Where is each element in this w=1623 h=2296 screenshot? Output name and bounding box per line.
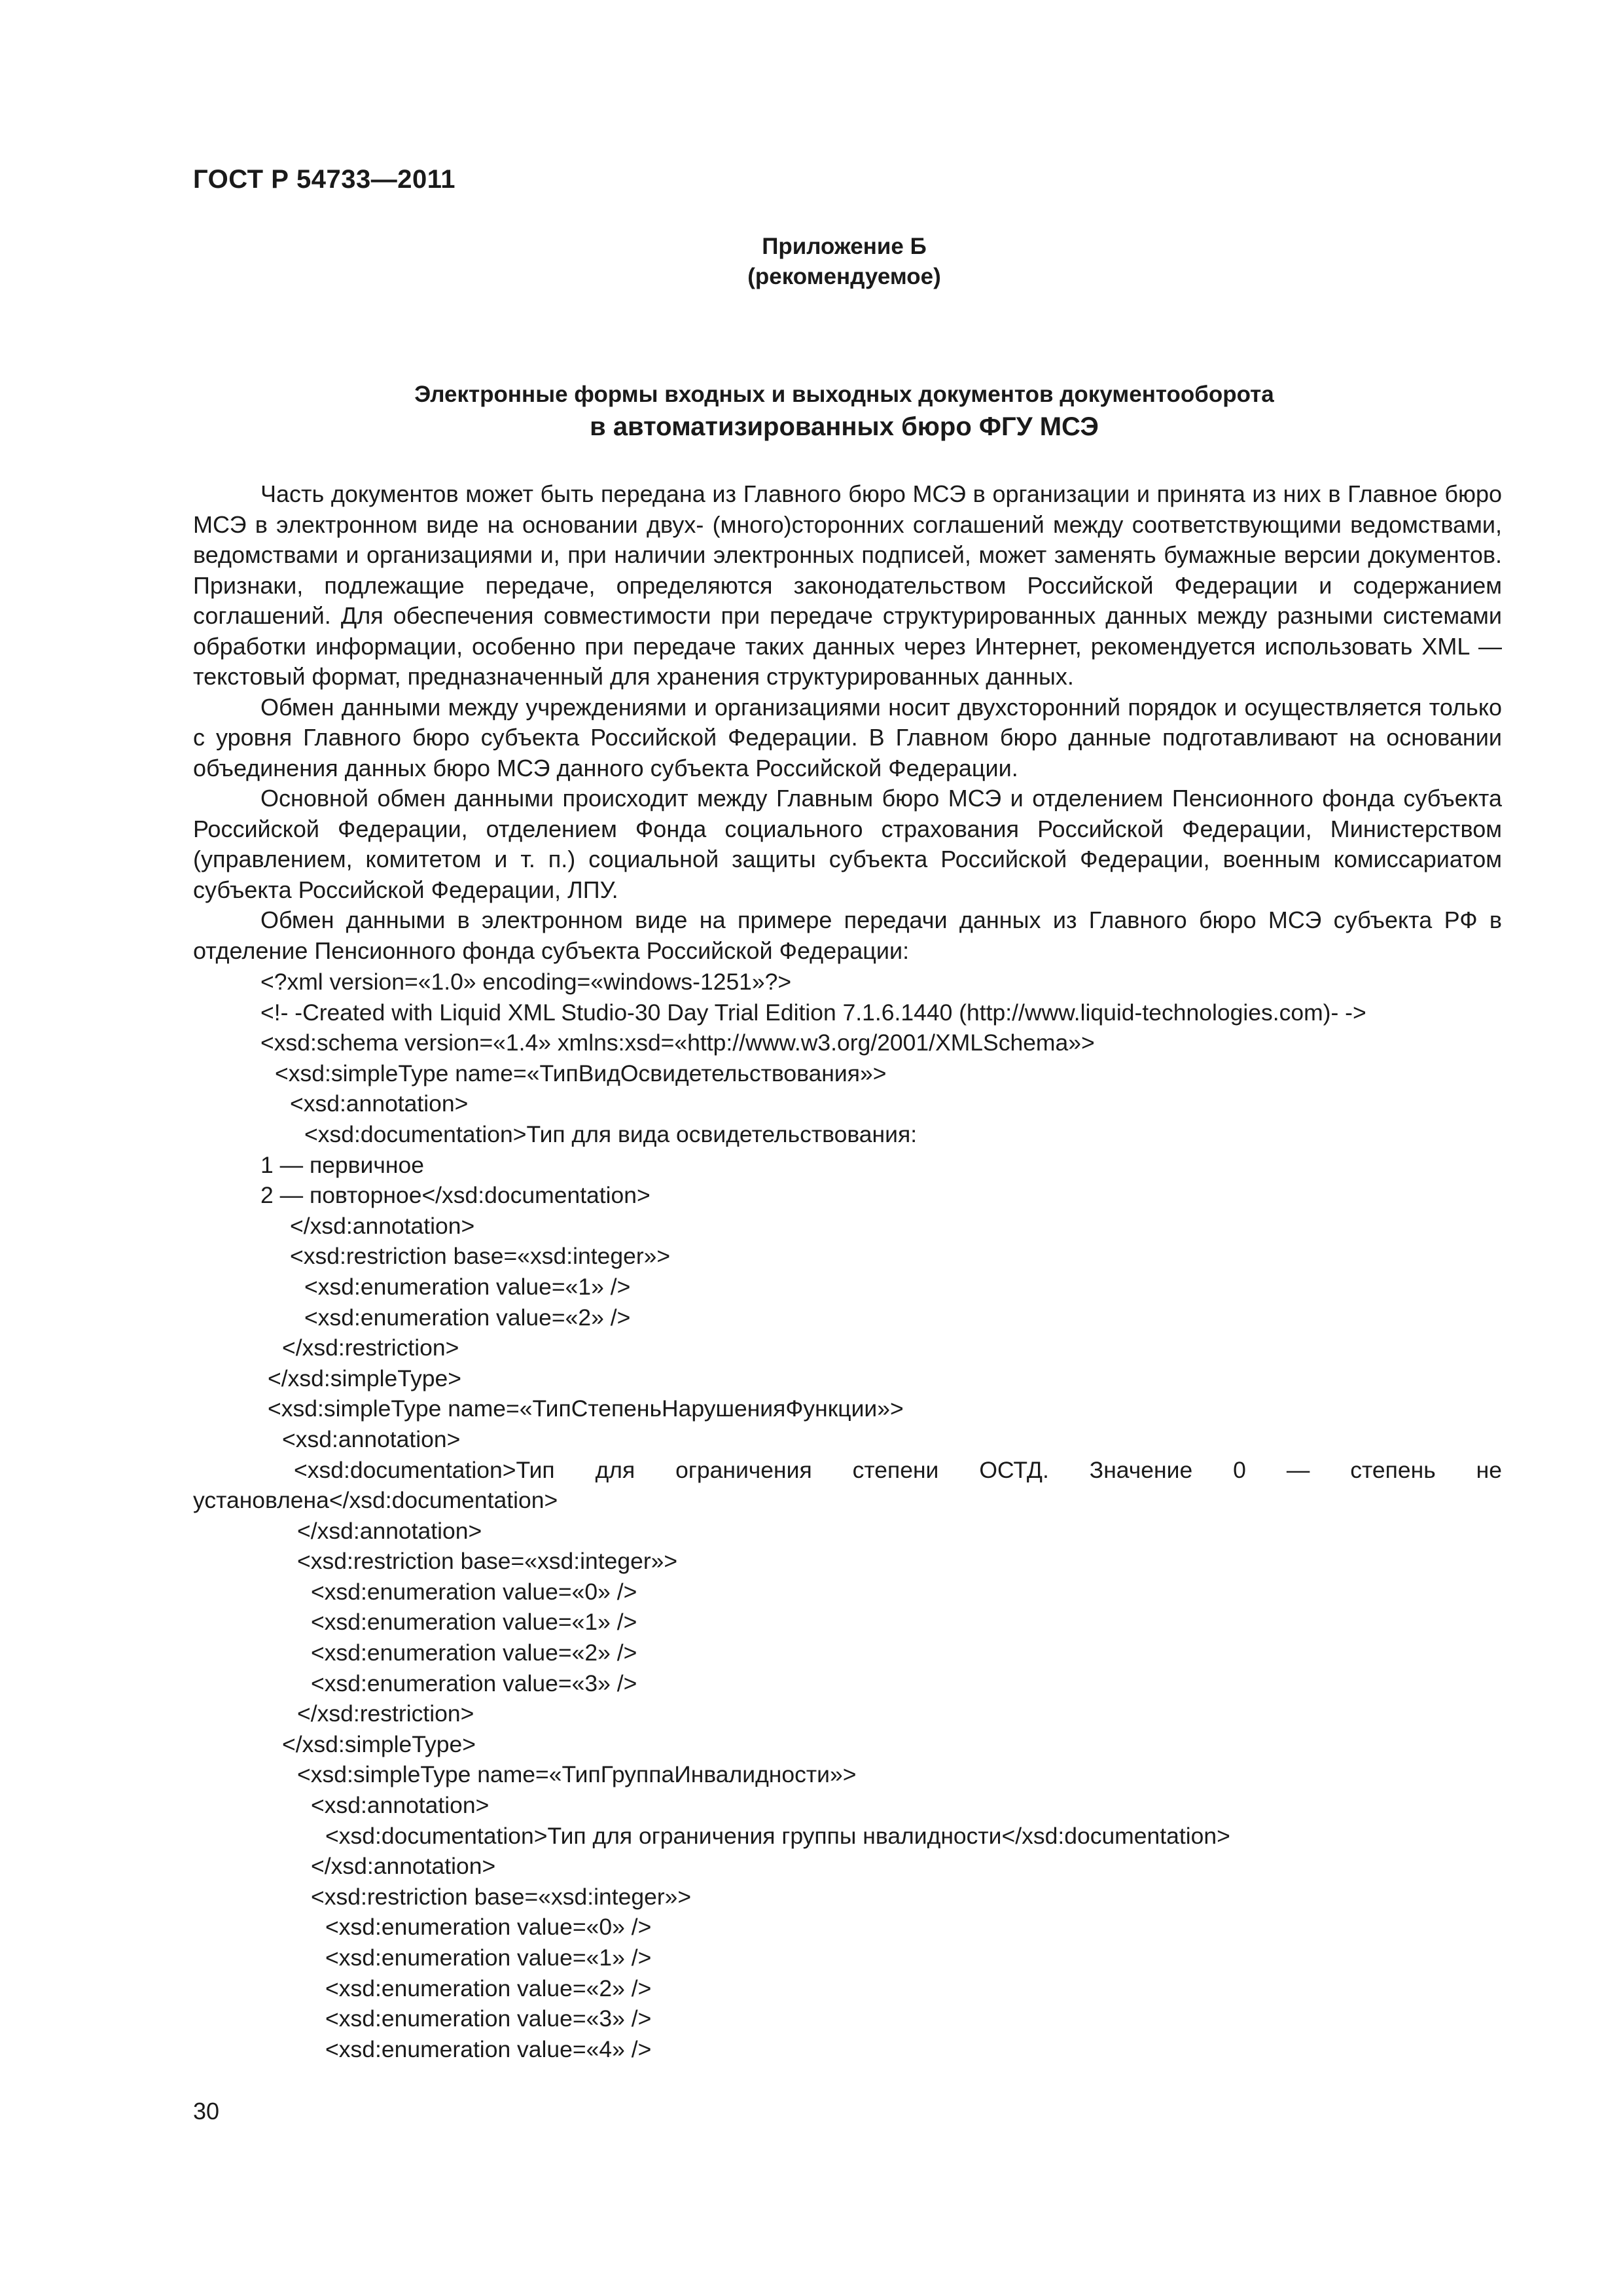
section-title — [0, 380, 1623, 444]
code-line: <xsd:annotation> — [311, 1792, 490, 1819]
code-line: <xsd:enumeration value=«2» /> — [311, 1640, 637, 1666]
code-line: <xsd:documentation>Тип для ограничения группы нвалидности</xsd:documentation> — [325, 1822, 1230, 1849]
appendix-label: Приложение Б — [762, 234, 927, 259]
code-line: <xsd:documentation>Тип для ограничения степени ОСТД. Значение 0 — степень не установлена</xsd:documentation> — [193, 1456, 1502, 1514]
appendix-status: (рекомендуемое) — [747, 264, 941, 289]
code-line: <xsd:restriction base=«xsd:integer»> — [311, 1883, 692, 1910]
code-line: <xsd:enumeration value=«2» /> — [304, 1304, 631, 1331]
title-line-1: Электронные формы входных и выходных документов документооборота — [414, 382, 1274, 407]
paragraph: Часть документов может быть передана из Главного бюро МСЭ в организации и принята из них в Главное бюро МСЭ в электронном виде на основании двух- (много)сторонних соглашений между соответствующими ведомствами, ведомствами и организациями и, при наличии электронных подписей, может заменять бумажные версии документов. Признаки, подлежащие передаче, определяются законодательством Российской Федерации и содержанием соглашений. Для обеспечения совместимости при передаче структурированных данных между разными системами обработки информации, особенно при передаче таких данных через Интернет, рекомендуется использовать XML — текстовый формат, предназначенный для хранения структурированных данных. — [193, 480, 1502, 690]
code-line: <!- -Created with Liquid XML Studio-30 Day Trial Edition 7.1.6.1440 (http://www.liquid-technologies.com)- -> — [260, 999, 1366, 1026]
paragraph: Обмен данными между учреждениями и организациями носит двухсторонний порядок и осуществляется только с уровня Главного бюро субъекта Российской Федерации. В Главном бюро данные подготавливают на основании объединения данных бюро МСЭ данного субъекта Российской Федерации. — [193, 693, 1502, 781]
code-line: <xsd:annotation> — [290, 1090, 469, 1117]
code-line: </xsd:restriction> — [282, 1335, 459, 1361]
code-line: <xsd:schema version=«1.4» xmlns:xsd=«http://www.w3.org/2001/XMLSchema»> — [260, 1030, 1095, 1056]
code-line: </xsd:annotation> — [311, 1853, 496, 1880]
code-line: <xsd:simpleType name=«ТипСтепеньНарушенияФункции»> — [268, 1395, 904, 1422]
code-line: <xsd:enumeration value=«4» /> — [325, 2036, 652, 2062]
code-line: <xsd:documentation>Тип для вида освидетельствования: — [304, 1121, 918, 1147]
paragraph: Основной обмен данными происходит между Главным бюро МСЭ и отделением Пенсионного фонда субъекта Российской Федерации, отделением Фонда социального страхования Российской Федерации, Министерством (управлением, комитетом и т. п.) социальной защиты субъекта Российской Федерации, военным комиссариатом субъекта Российской Федерации, ЛПУ. — [193, 785, 1502, 903]
appendix-heading — [0, 232, 1623, 292]
code-line: <xsd:enumeration value=«2» /> — [325, 1975, 652, 2001]
code-line: <xsd:enumeration value=«1» /> — [304, 1273, 631, 1300]
code-line: <xsd:annotation> — [282, 1426, 461, 1452]
code-line: <xsd:enumeration value=«3» /> — [325, 2005, 652, 2032]
code-line: </xsd:simpleType> — [282, 1731, 476, 1757]
code-line: <xsd:restriction base=«xsd:integer»> — [297, 1548, 678, 1575]
code-line: <xsd:enumeration value=«3» /> — [311, 1670, 637, 1696]
code-line: 2 — повторное</xsd:documentation> — [260, 1182, 651, 1209]
code-line: <xsd:enumeration value=«1» /> — [311, 1609, 637, 1636]
code-line: <xsd:restriction base=«xsd:integer»> — [290, 1243, 671, 1270]
xml-code-listing — [193, 967, 1502, 2064]
code-line: </xsd:restriction> — [297, 1700, 474, 1727]
paragraph: Обмен данными в электронном виде на примере передачи данных из Главного бюро МСЭ субъекта РФ в отделение Пенсионного фонда субъекта Российской Федерации: — [193, 906, 1502, 964]
code-line: <xsd:enumeration value=«1» /> — [325, 1945, 652, 1971]
code-line: <xsd:simpleType name=«ТипГруппаИнвалидности»> — [297, 1761, 857, 1788]
document-header: ГОСТ Р 54733—2011 — [193, 165, 455, 194]
code-line: 1 — первичное — [260, 1151, 424, 1178]
code-line: </xsd:simpleType> — [268, 1365, 461, 1391]
code-line: </xsd:annotation> — [290, 1212, 475, 1239]
code-line: <xsd:enumeration value=«0» /> — [311, 1578, 637, 1605]
code-line: <xsd:simpleType name=«ТипВидОсвидетельствования»> — [275, 1060, 887, 1086]
code-line: <xsd:enumeration value=«0» /> — [325, 1914, 652, 1941]
body-text — [193, 479, 1502, 966]
code-line: </xsd:annotation> — [297, 1517, 482, 1544]
code-line: <?xml version=«1.0» encoding=«windows-1251»?> — [260, 969, 792, 995]
page-number: 30 — [193, 2098, 220, 2125]
title-line-2: в автоматизированных бюро ФГУ МСЭ — [590, 412, 1099, 441]
